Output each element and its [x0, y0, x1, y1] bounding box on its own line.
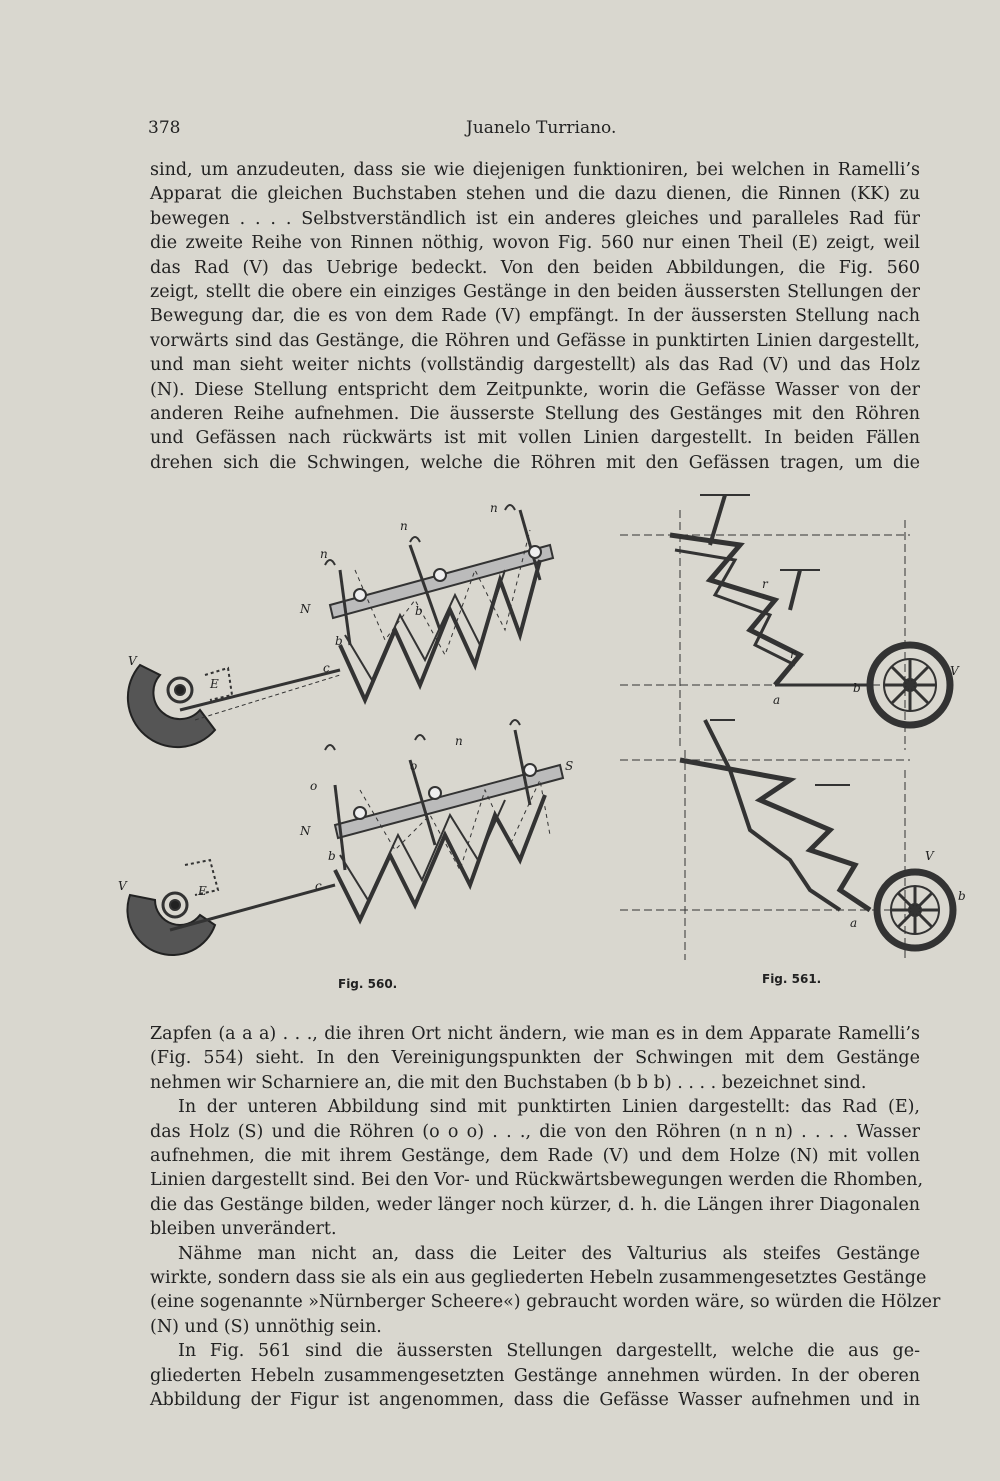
label-a: a [773, 693, 781, 707]
label-b: b [415, 604, 423, 618]
figure-caption-560: Fig. 560. [338, 977, 398, 991]
label-N: N [300, 824, 311, 838]
fig560-lower-drawing [127, 720, 563, 955]
page-number: 378 [148, 118, 181, 138]
text-line: und Gefässen nach rückwärts ist mit vollen Linien dargestellt. In beiden Fällen [150, 428, 920, 449]
running-title: Juanelo Turriano. [466, 118, 617, 138]
text-line: In Fig. 561 sind die äussersten Stellungen dargestellt, welche die aus ge- [178, 1341, 920, 1362]
text-line: bleiben unverändert. [150, 1219, 337, 1240]
text-line: das Holz (S) und die Röhren (o o o) . . ., die von den Röhren (n n n) . . . . Wasser [150, 1121, 920, 1142]
fig560-upper-drawing [128, 505, 553, 747]
label-b: b [958, 889, 966, 903]
text-line: die das Gestänge bilden, weder länger noch kürzer, d. h. die Längen ihrer Diagonalen [150, 1194, 920, 1215]
label-E: E [198, 884, 207, 898]
text-line: aufnehmen, die mit ihrem Gestänge, dem Rade (V) und dem Holze (N) mit vollen [150, 1146, 920, 1167]
figure-illustrations [110, 470, 980, 1000]
label-S: S [565, 759, 574, 773]
label-c: c [323, 661, 330, 675]
label-V: V [118, 879, 127, 893]
text-line: Abbildung der Figur ist angenommen, dass die Gefässe Wasser aufnehmen und in [150, 1390, 920, 1411]
label-N: N [300, 602, 311, 616]
text-block-bottom [150, 1022, 941, 1413]
fig561-lower-drawing [620, 720, 953, 960]
text-line: nehmen wir Scharniere an, die mit den Buchstaben (b b b) . . . . bezeichnet sind. [150, 1072, 867, 1093]
text-line: Bewegung dar, die es von dem Rade (V) empfängt. In der äussersten Stellung nach [150, 306, 920, 327]
label-b: b [328, 849, 336, 863]
label-n: n [455, 734, 463, 748]
figure-caption-561: Fig. 561. [762, 972, 822, 986]
label-r: r [762, 577, 768, 591]
text-line: Zapfen (a a a) . . ., die ihren Ort nicht ändern, wie man es in dem Apparate Ramelli’s [150, 1024, 920, 1044]
text-line: Linien dargestellt sind. Bei den Vor- und Rückwärtsbewegungen werden die Rhomben, [150, 1170, 924, 1191]
text-line: zeigt, stellt die obere ein einziges Gestänge in den beiden äussersten Stellungen der [150, 282, 920, 303]
text-line: anderen Reihe aufnehmen. Die äusserste Stellung des Gestänges mit den Röhren [150, 404, 920, 425]
text-line: (N). Diese Stellung entspricht dem Zeitpunkte, worin die Gefässe Wasser von der [150, 379, 920, 400]
label-r: r [790, 647, 796, 661]
label-n: n [490, 501, 498, 515]
text-line: sind, um anzudeuten, dass sie wie diejenigen funktioniren, bei welchen in Ramelli’s [150, 160, 920, 180]
text-line: gliederten Hebeln zusammengesetzten Gestänge annehmen würden. In der oberen [150, 1365, 920, 1386]
text-block-top [150, 158, 920, 475]
label-V: V [128, 654, 137, 668]
text-line: das Rad (V) das Uebrige bedeckt. Von den beiden Abbildungen, die Fig. 560 [150, 257, 920, 278]
text-line: Nähme man nicht an, dass die Leiter des Valturius als steifes Gestänge [178, 1243, 920, 1264]
label-b: b [335, 634, 343, 648]
text-line: vorwärts sind das Gestänge, die Röhren und Gefässe in punktirten Linien dargestellt, [150, 330, 920, 351]
label-V: V [950, 664, 959, 678]
label-E: E [210, 677, 219, 691]
text-line: drehen sich die Schwingen, welche die Röhren mit den Gefässen tragen, um die [150, 452, 920, 473]
text-line: die zweite Reihe von Rinnen nöthig, wovon Fig. 560 nur einen Theil (E) zeigt, weil [150, 233, 920, 254]
label-o: o [410, 759, 418, 773]
label-o: o [310, 779, 318, 793]
label-b: b [853, 681, 861, 695]
text-line: In der unteren Abbildung sind mit punktirten Linien dargestellt: das Rad (E), [178, 1097, 920, 1118]
text-line: (N) und (S) unnöthig sein. [150, 1316, 382, 1337]
text-line: bewegen . . . . Selbstverständlich ist ein anderes gleiches und paralleles Rad für [150, 208, 920, 229]
text-line: und man sieht weiter nichts (vollständig dargestellt) als das Rad (V) und das Holz [150, 355, 920, 376]
page-header [148, 118, 918, 142]
label-V: V [925, 849, 934, 863]
label-n: n [320, 547, 328, 561]
fig561-upper-drawing [620, 495, 950, 750]
text-line: (eine sogenannte »Nürnberger Scheere«) gebraucht worden wäre, so würden die Hölzer [150, 1292, 941, 1313]
text-line: wirkte, sondern dass sie als ein aus gegliederten Hebeln zusammengesetztes Gestänge [150, 1268, 927, 1289]
label-a: a [850, 916, 858, 930]
label-c: c [315, 879, 322, 893]
text-line: (Fig. 554) sieht. In den Vereinigungspunkten der Schwingen mit dem Gestänge [150, 1048, 920, 1069]
text-line: Apparat die gleichen Buchstaben stehen und die dazu dienen, die Rinnen (KK) zu [150, 184, 920, 205]
label-n: n [400, 519, 408, 533]
